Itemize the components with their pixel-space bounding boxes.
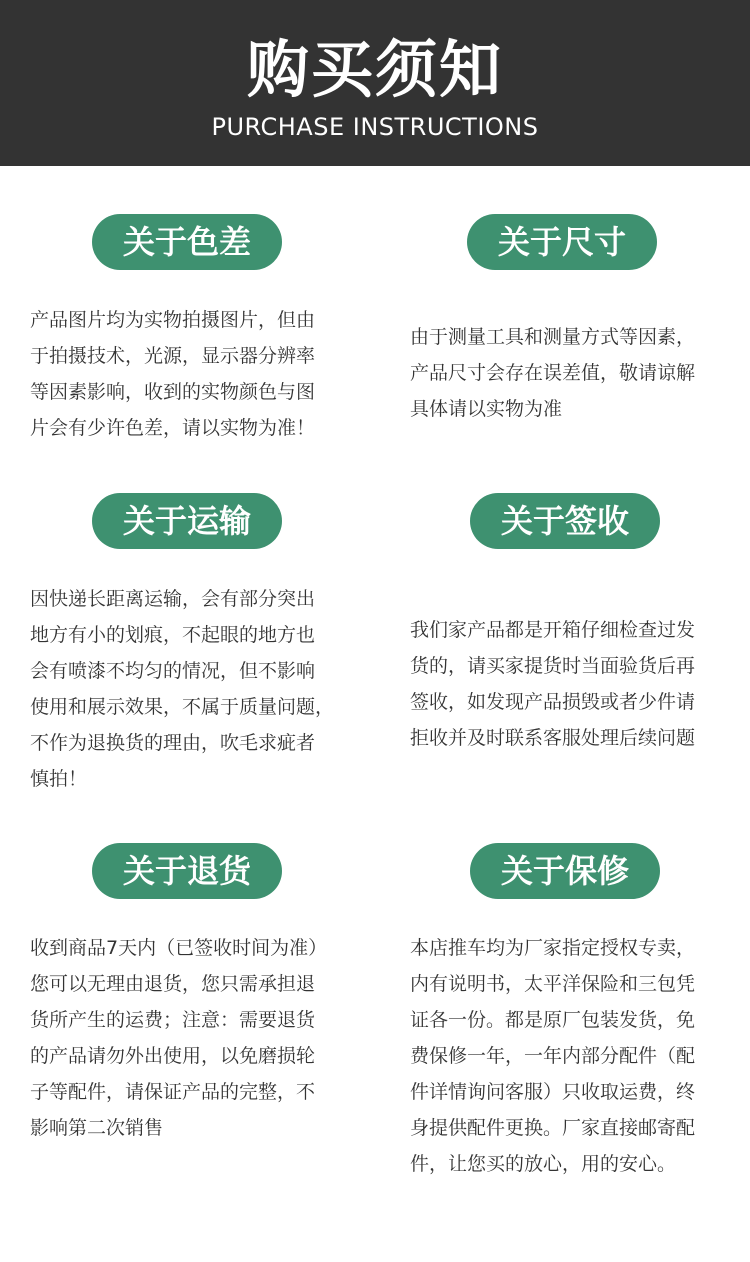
- section-title-warranty: 关于保修: [470, 843, 660, 899]
- section-title-size: 关于尺寸: [467, 214, 657, 270]
- section-body-size: 由于测量工具和测量方式等因素， 产品尺寸会存在误差值，敬请谅解 具体请以实物为准: [410, 326, 696, 420]
- section-title-receipt: 关于签收: [470, 493, 660, 549]
- section-body-color-difference: 产品图片均为实物拍摄图片，但由 于拍摄技术，光源，显示器分辨率 等因素影响，收到的实物颜色与图 片会有少许色差，请以实物为准！: [30, 309, 316, 439]
- section-title-shipping: 关于运输: [92, 493, 282, 549]
- section-body-shipping: 因快递长距离运输，会有部分突出 地方有小的划痕，不起眼的地方也 会有喷漆不均匀的情况，但不影响 使用和展示效果，不属于质量问题， 不作为退换货的理由，吹毛求疵者 慎拍！: [30, 588, 335, 790]
- section-title-color-difference: 关于色差: [92, 214, 282, 270]
- header-banner: [0, 0, 750, 166]
- page-subtitle: PURCHASE INSTRUCTIONS: [211, 113, 539, 141]
- section-body-receipt: 我们家产品都是开箱仔细检查过发 货的，请买家提货时当面验货后再 签收，如发现产品损毁或者少件请 拒收并及时联系客服处理后续问题: [410, 619, 696, 749]
- section-body-warranty: 本店推车均为厂家指定授权专卖， 内有说明书，太平洋保险和三包凭 证各一份。都是原厂包装发货，免 费保修一年，一年内部分配件（配 件详情询问客服）只收取运费，终 身提供配件更换。厂家直接邮寄配 件，让您买的放心，用的安心。: [410, 937, 696, 1175]
- page-title: 购买须知: [246, 33, 503, 106]
- section-title-returns: 关于退货: [92, 843, 282, 899]
- section-body-returns: 收到商品7天内（已签收时间为准） 您可以无理由退货，您只需承担退 货所产生的运费；注意：需要退货 的产品请勿外出使用，以免磨损轮 子等配件，请保证产品的完整，不 影响第二次销售: [30, 937, 328, 1139]
